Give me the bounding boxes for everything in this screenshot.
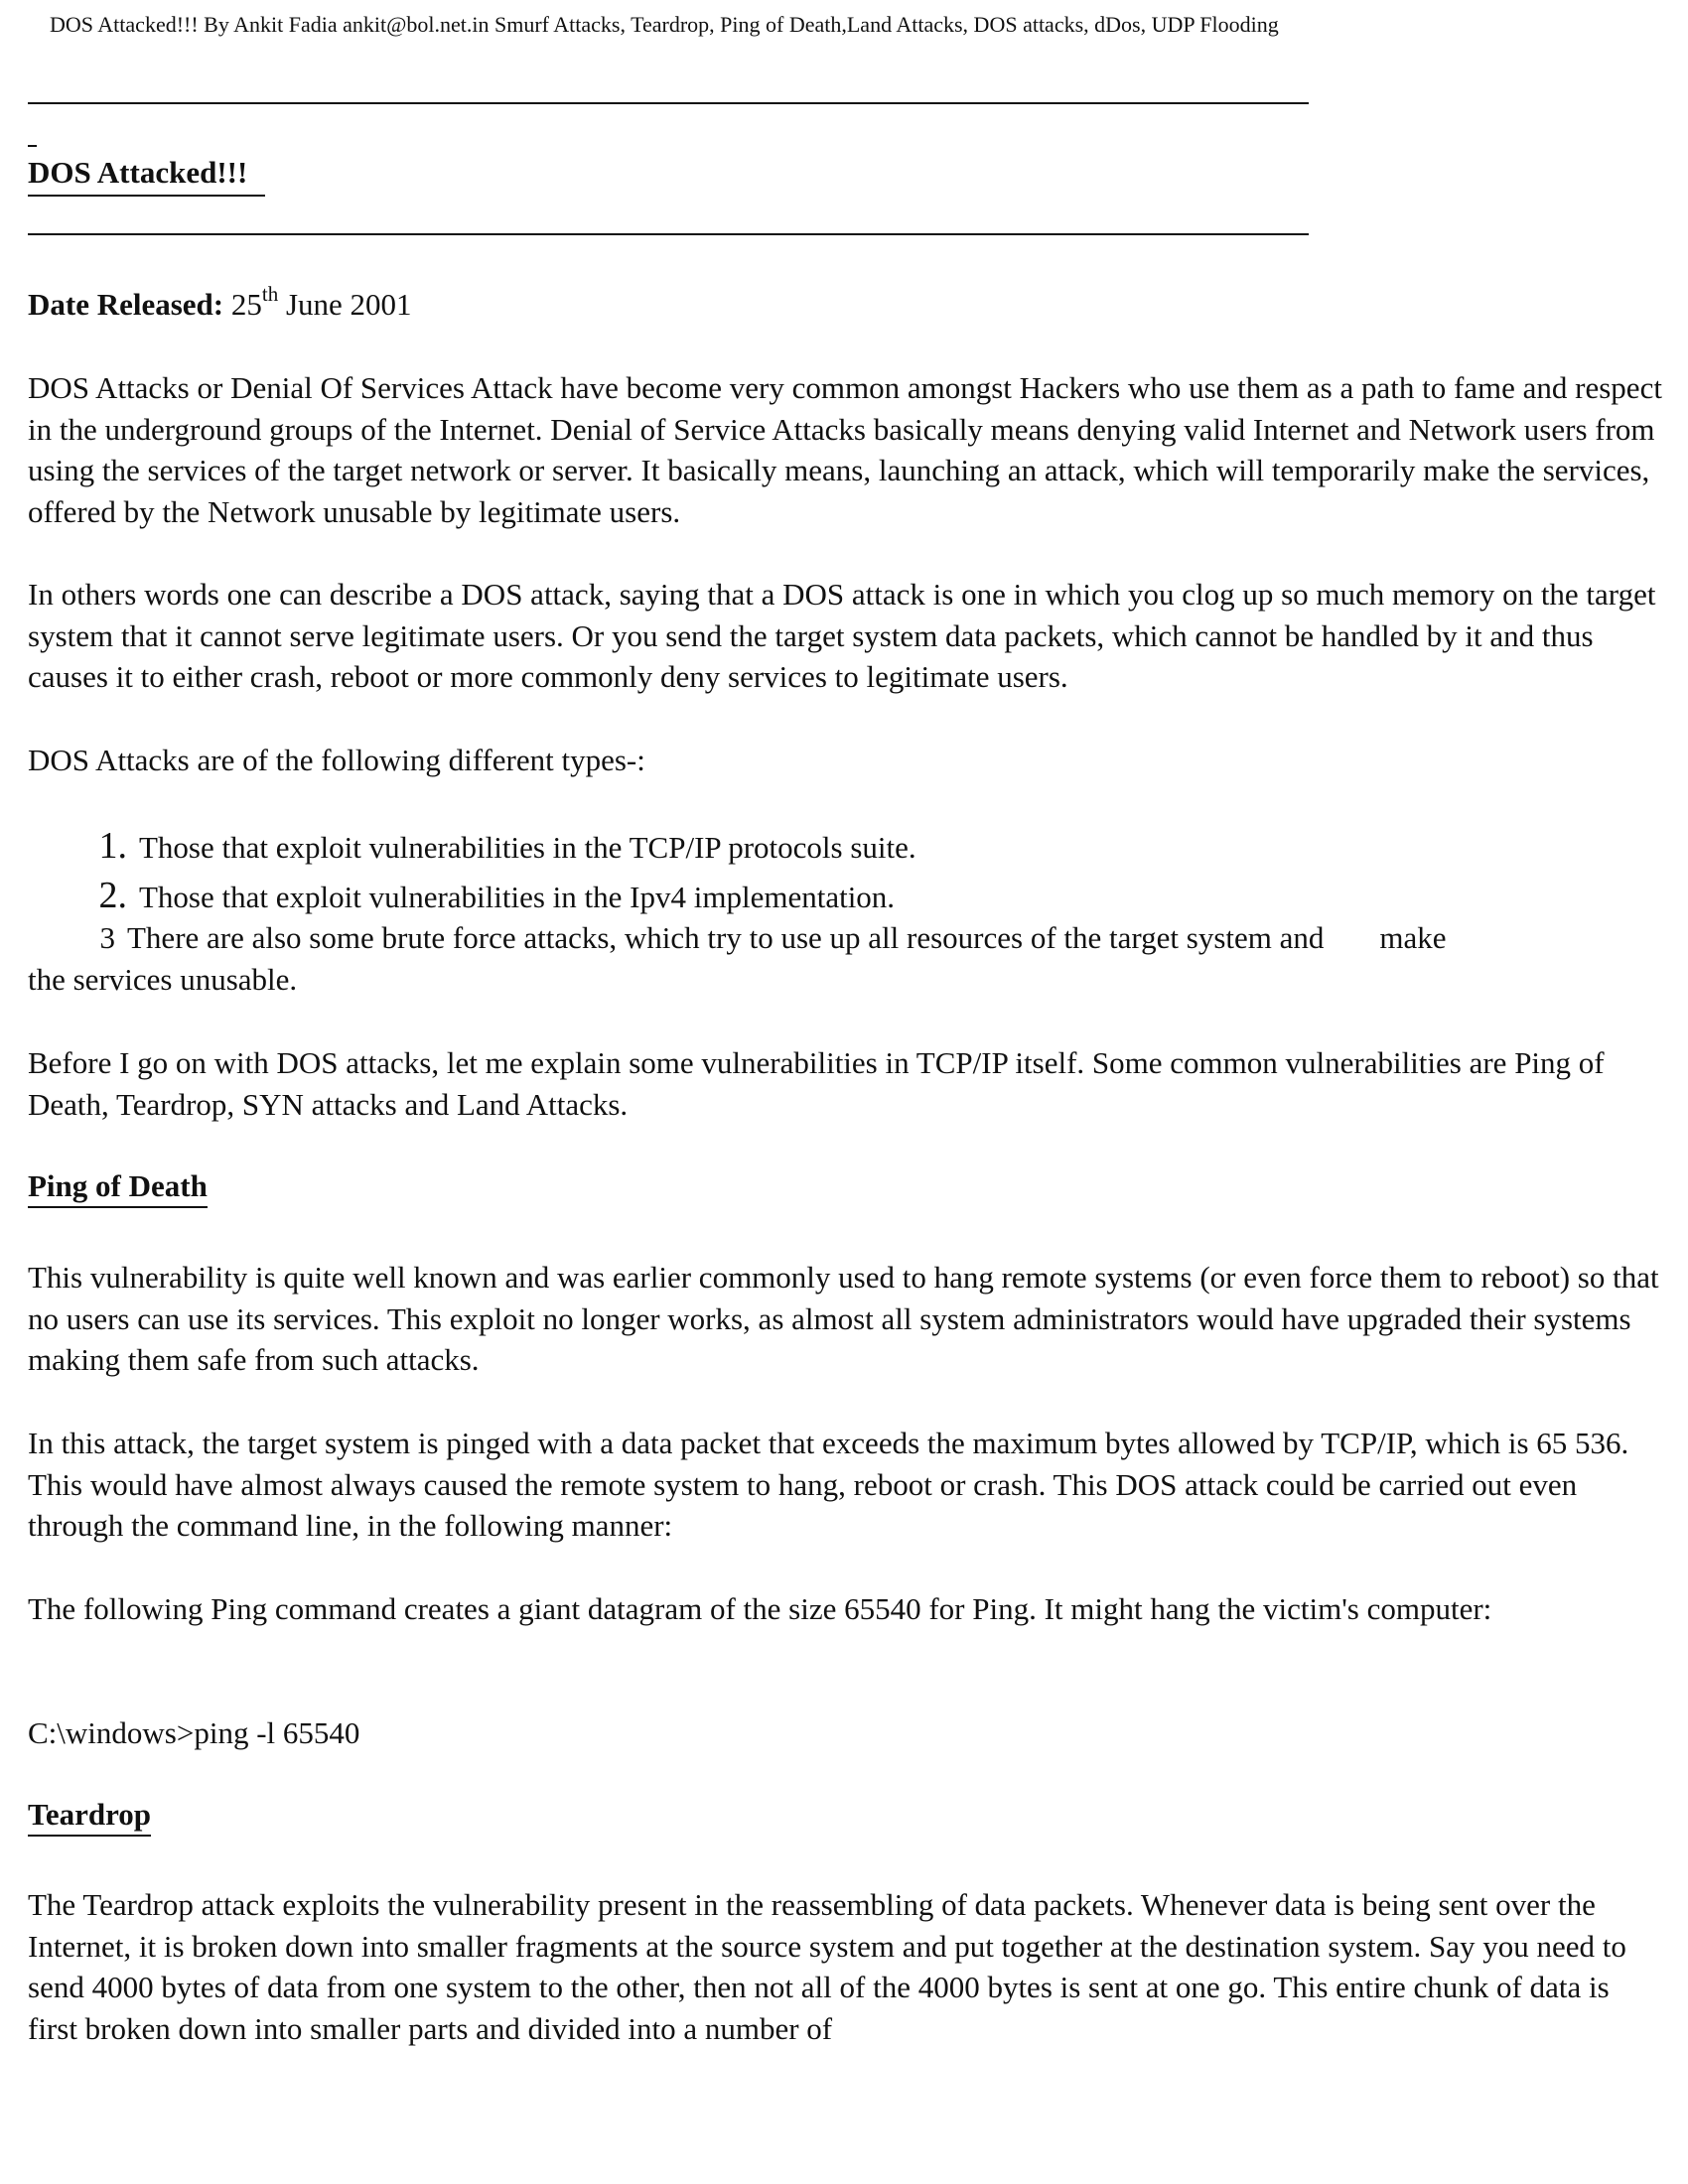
- list-text: Those that exploit vulnerabilities in the Ipv4 implementation.: [139, 880, 896, 914]
- date-label: Date Released:: [28, 287, 224, 322]
- heading-teardrop: Teardrop: [28, 1795, 151, 1837]
- paragraph-intro: DOS Attacks or Denial Of Services Attack have become very common amongst Hackers who use them as a path to fame and respect in the underground groups of the Internet. Denial of Service Attacks basically means denying valid Internet and Network users from using the services of the target network or server. It basically means, launching an attack, which will temporarily make the services, offered by the Network unusable by legitimate users.: [28, 370, 1662, 529]
- release-date: [28, 281, 1666, 326]
- paragraph-before: Before I go on with DOS attacks, let me explain some vulnerabilities in TCP/IP itself. Some common vulnerabilities are Ping of Death, Teardrop, SYN attacks and Land Attacks.: [28, 1045, 1605, 1122]
- heading-ping-of-death: Ping of Death: [28, 1166, 208, 1208]
- date-day: 25: [230, 287, 262, 322]
- list-item: [28, 876, 1666, 918]
- list-text: There are also some brute force attacks, which try to use up all resources of the target system and: [127, 920, 1325, 955]
- list-number: 3: [99, 920, 115, 955]
- document-title: DOS Attacked!!!: [28, 151, 265, 197]
- list-number: 1.: [98, 825, 127, 867]
- list-text-end: make: [1379, 920, 1447, 955]
- command-line: C:\windows>ping -l 65540: [28, 1715, 360, 1750]
- list-item: [28, 826, 1666, 869]
- paragraph-types-intro: DOS Attacks are of the following different types-:: [28, 743, 645, 777]
- list-item: [28, 917, 1666, 1000]
- paragraph-teardrop-1: The Teardrop attack exploits the vulnerability present in the reassembling of data packets. Whenever data is being sent over the Internet, it is broken down into smaller fragments at the source system and put together at the destination system. Say you need to send 4000 bytes of data from one system to the other, then not all of the 4000 bytes is sent at one go. This entire chunk of data is first broken down into smaller parts and divided into a number of: [28, 1887, 1626, 2046]
- date-day-suffix: th: [261, 281, 279, 306]
- paragraph-ping-1: This vulnerability is quite well known and was earlier commonly used to hang remote systems (or even force them to reboot) so that no users can use its services. This exploit no longer works, as almost all system administrators would have upgraded their systems making them safe from such attacks.: [28, 1260, 1659, 1378]
- tick-mark: [28, 145, 37, 147]
- list-text: Those that exploit vulnerabilities in the TCP/IP protocols suite.: [139, 830, 916, 865]
- running-header: DOS Attacked!!! By Ankit Fadia ankit@bol.net.in Smurf Attacks, Teardrop, Ping of Death,Land Attacks, DOS attacks, dDos, UDP Flooding: [50, 12, 1279, 37]
- list-number: 2.: [98, 875, 127, 916]
- list-continuation: the services unusable.: [28, 961, 298, 997]
- date-rest: June 2001: [285, 287, 412, 322]
- paragraph-ping-3: The following Ping command creates a giant datagram of the size 65540 for Ping. It might hang the victim's computer:: [28, 1591, 1492, 1626]
- horizontal-rule: [28, 233, 1309, 235]
- paragraph-ping-2: In this attack, the target system is pinged with a data packet that exceeds the maximum bytes allowed by TCP/IP, which is 65 536. This would have almost always caused the remote system to hang, reboot or crash. This DOS attack could be carried out even through the command line, in the following manner:: [28, 1426, 1629, 1544]
- paragraph-other-words: In others words one can describe a DOS attack, saying that a DOS attack is one in which you clog up so much memory on the target system that it cannot serve legitimate users. Or you send the target system data packets, which cannot be handled by it and thus causes it to either crash, reboot or more commonly deny services to legitimate users.: [28, 577, 1656, 695]
- horizontal-rule: [28, 102, 1309, 104]
